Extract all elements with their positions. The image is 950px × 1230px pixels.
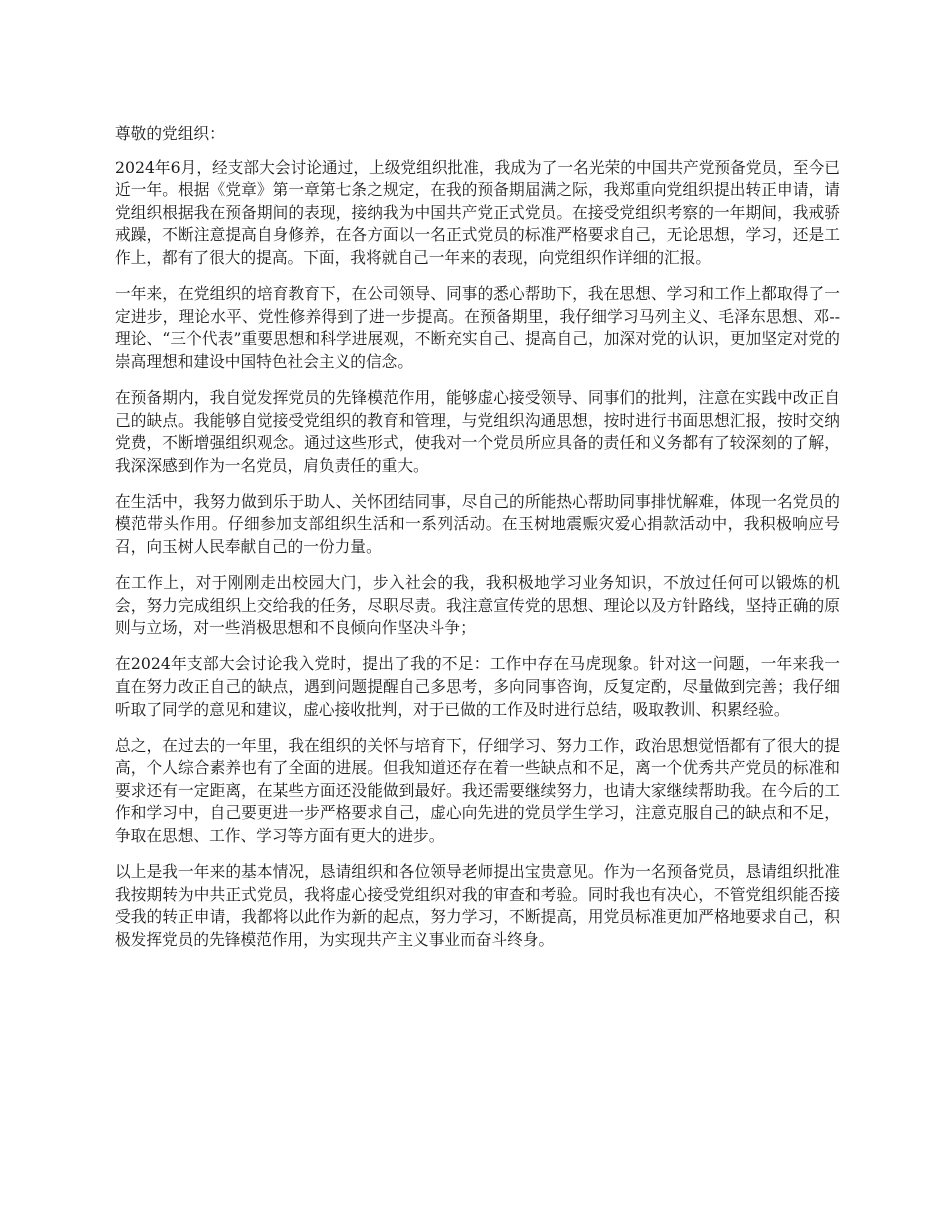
paragraph-vanguard: 在预备期内，我自觉发挥党员的先锋模范作用，能够虚心接受领导、同事们的批判，注意在实践中改正自己的缺点。我能够自觉接受党组织的教育和管理，与党组织沟通思想，按时进行书面思想汇报，按时交纳党费，不断增强组织观念。通过这些形式，使我对一个党员所应具备的责任和义务都有了较深刻的了解，我深深感到作为一名党员，肩负责任的重大。	[115, 387, 840, 475]
letter-body	[115, 123, 840, 965]
paragraph-study: 一年来，在党组织的培育教育下，在公司领导、同事的悉心帮助下，我在思想、学习和工作上都取得了一定进步，理论水平、党性修养得到了进一步提高。在预备期里，我仔细学习马列主义、毛泽东思想、邓--理论、“三个代表”重要思想和科学进展观，不断充实自己、提高自己，加深对党的认识，更加坚定对党的崇高理想和建设中国特色社会主义的信念。	[115, 284, 840, 371]
paragraph-shortcomings: 在2024年支部大会讨论我入党时，提出了我的不足：工作中存在马虎现象。针对这一问题，一年来我一直在努力改正自己的缺点，遇到问题提醒自己多思考，多向同事咨询，反复定酌，尽量做到完善；我仔细听取了同学的意见和建议，虚心接收批判，对于已做的工作及时进行总结，吸取教训、积累经验。	[115, 654, 840, 719]
paragraph-work: 在工作上，对于刚刚走出校园大门，步入社会的我，我积极地学习业务知识，不放过任何可以锻炼的机会，努力完成组织上交给我的任务，尽职尽责。我注意宣传党的思想、理论以及方针路线，坚持正确的原则与立场，对一些消极思想和不良倾向作坚决斗争；	[115, 573, 840, 638]
paragraph-summary: 总之，在过去的一年里，我在组织的关怀与培育下，仔细学习、努力工作，政治思想觉悟都有了很大的提高，个人综合素养也有了全面的进展。但我知道还存在着一些缺点和不足，离一个优秀共产党员的标准和要求还有一定距离，在某些方面还没能做到最好。我还需要继续努力，也请大家继续帮助我。在今后的工作和学习中，自己要更进一步严格要求自己，虚心向先进的党员学生学习，注意克服自己的缺点和不足，争取在思想、工作、学习等方面有更大的进步。	[115, 735, 840, 846]
paragraph-closing: 以上是我一年来的基本情况，恳请组织和各位领导老师提出宝贵意见。作为一名预备党员，恳请组织批准我按期转为中共正式党员，我将虚心接受党组织对我的审查和考验。同时我也有决心，不管党组织能否接受我的转正申请，我都将以此作为新的起点，努力学习，不断提高，用党员标准更加严格地要求自己，积极发挥党员的先锋模范作用，为实现共产主义事业而奋斗终身。	[115, 862, 840, 949]
paragraph-life: 在生活中，我努力做到乐于助人、关怀团结同事，尽自己的所能热心帮助同事排忧解难，体现一名党员的模范带头作用。仔细参加支部组织生活和一系列活动。在玉树地震赈灾爱心捐款活动中，我积极响应号召，向玉树人民奉献自己的一份力量。	[115, 491, 840, 556]
salutation: 尊敬的党组织：	[115, 124, 225, 143]
paragraph-application: 2024年6月，经支部大会讨论通过，上级党组织批准，我成为了一名光荣的中国共产党预备党员，至今已近一年。根据《党章》第一章第七条之规定，在我的预备期届满之际，我郑重向党组织提出转正申请，请党组织根据我在预备期间的表现，接纳我为中国共产党正式党员。在接受党组织考察的一年期间，我戒骄戒躁，不断注意提高自身修养，在各方面以一名正式党员的标准严格要求自己，无论思想，学习，还是工作上，都有了很大的提高。下面，我将就自己一年来的表现，向党组织作详细的汇报。	[115, 157, 840, 267]
